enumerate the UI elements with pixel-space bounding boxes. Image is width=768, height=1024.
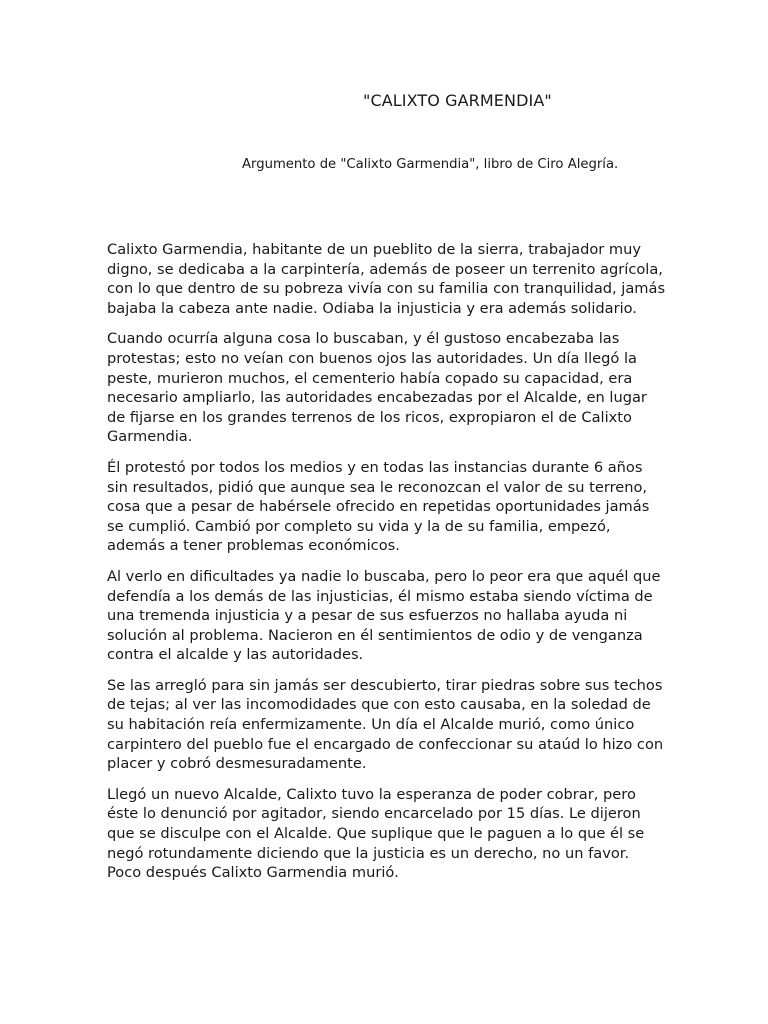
paragraph-3: Él protestó por todos los medios y en todas las instancias durante 6 años sin resultados, pidió que aunque sea le reconozcan el valor de su terreno, cosa que a pesar de habérsele ofrecido en repetidas oportunidades jamás se cumplió. Cambió por completo su vida y la de su familia, empezó, además a tener problemas económicos.: [107, 458, 650, 555]
paragraph-6: Llegó un nuevo Alcalde, Calixto tuvo la esperanza de poder cobrar, pero éste lo denunció por agitador, siendo encarcelado por 15 días. Le dijeron que se disculpe con el Alcalde. Que suplique que le paguen a lo que él se negó rotundamente diciendo que la justicia es un derecho, no un favor. Poco después Calixto Garmendia murió.: [107, 785, 645, 882]
paragraph-2: Cuando ocurría alguna cosa lo buscaban, y él gustoso encabezaba las protestas; esto no veían con buenos ojos las autoridades. Un día llegó la peste, murieron muchos, el cementerio había copado su capacidad, era necesario ampliarlo, las autoridades encabezadas por el Alcalde, en lugar de fijarse en los grandes terrenos de los ricos, expropiaron el de Calixto Garmendia.: [107, 330, 647, 446]
paragraph-5: Se las arregló para sin jamás ser descubierto, tirar piedras sobre sus techos de tejas; al ver las incomodidades que con esto causaba, en la soledad de su habitación reía enfermizamente. Un día el Alcalde murió, como único carpintero del pueblo fue el encargado de confeccionar su ataúd lo hizo con placer y cobró desmesuradamente.: [107, 676, 664, 773]
paragraph-4: Al verlo en dificultades ya nadie lo buscaba, pero lo peor era que aquél que defendía a los demás de las injusticias, él mismo estaba siendo víctima de una tremenda injusticia y a pesar de sus esfuerzos no hallaba ayuda ni solución al problema. Nacieron en él sentimientos de odio y de venganza contra el alcalde y las autoridades.: [107, 567, 661, 664]
document-title: "CALIXTO GARMENDIA": [363, 91, 552, 110]
document-body: [107, 240, 667, 894]
document-subtitle: Argumento de "Calixto Garmendia", libro de Ciro Alegría.: [242, 157, 619, 172]
paragraph-1: Calixto Garmendia, habitante de un pueblito de la sierra, trabajador muy digno, se dedicaba a la carpintería, además de poseer un terrenito agrícola, con lo que dentro de su pobreza vivía con su familia con tranquilidad, jamás bajaba la cabeza ante nadie. Odiaba la injusticia y era además solidario.: [107, 241, 666, 317]
